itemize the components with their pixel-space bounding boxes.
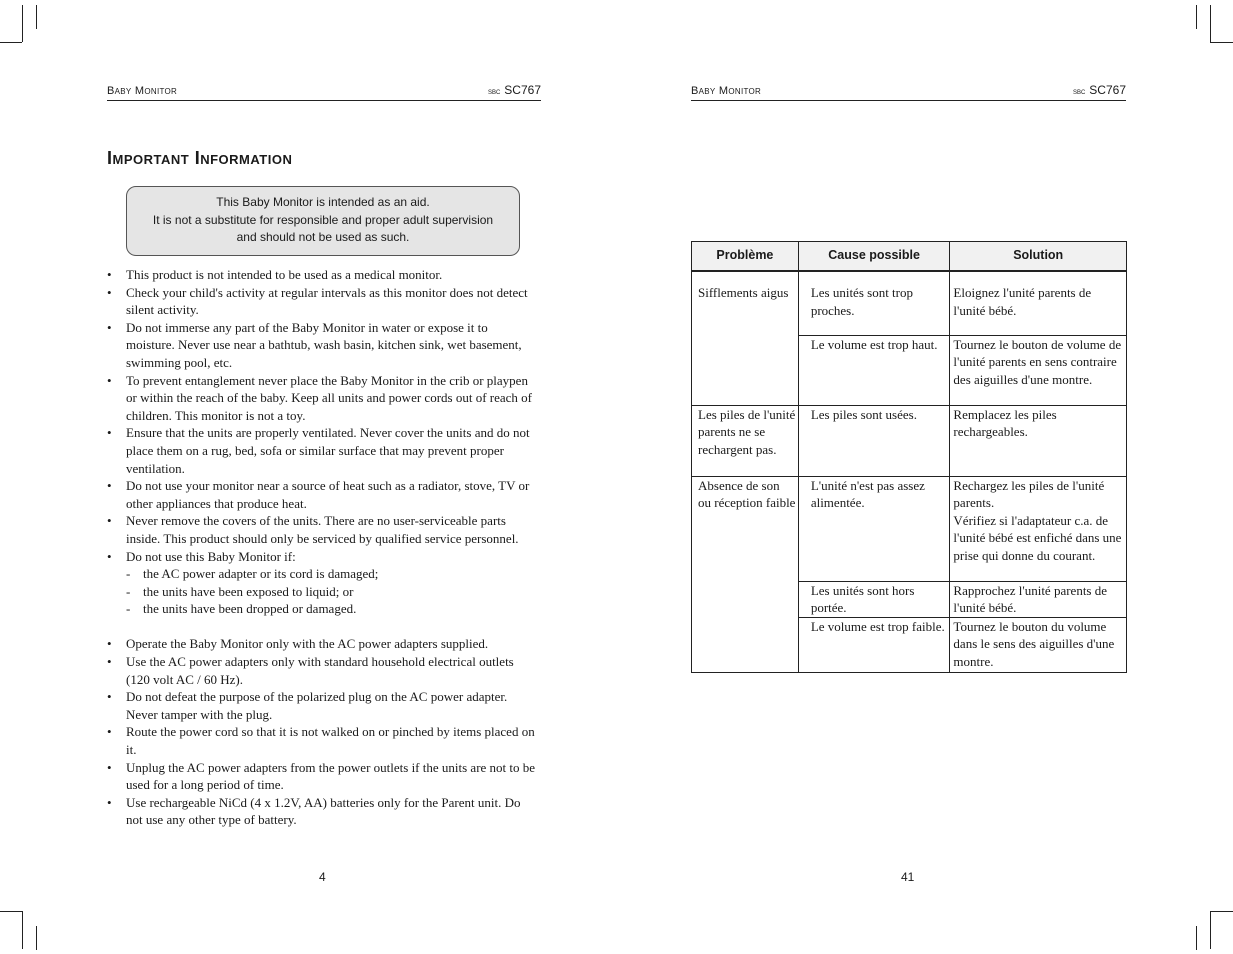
sub-list-item: - the AC power adapter or its cord is damaged; [107,565,539,583]
problem-cell: Absence de son ou réception faible [692,476,799,672]
left-running-header [107,82,541,101]
list-item: • This product is not intended to be used as a medical monitor. [107,266,539,284]
solution-cell: Rechargez les piles de l'unité parents. Vérifiez si l'adaptateur c.a. de l'unité bébé est enfiché dans une prise qui donne du courant. [950,476,1127,581]
solution-cell: Tournez le bouton de volume de l'unité parents en sens contraire des aiguilles d'une montre. [950,335,1127,405]
header-model-prefix: sbc [487,86,501,96]
solution-cell: Eloignez l'unité parents de l'unité bébé. [950,271,1127,335]
list-item: • To prevent entanglement never place the Baby Monitor in the crib or playpen or within the reach of the baby. Keep all units and power cords out of reach of children. This monitor is not a toy. [107,372,539,425]
header-title: Baby Monitor [107,85,178,97]
notice-box [126,186,520,256]
list-item: • Operate the Baby Monitor only with the AC power adapters supplied. [107,635,539,653]
table-row [692,271,1127,335]
right-page-number: 41 [901,870,915,884]
left-page-number: 4 [319,870,326,884]
list-item: • Do not use your monitor near a source of heat such as a radiator, stove, TV or other appliances that produce heat. [107,477,539,512]
solution-cell: Remplacez les piles rechargeables. [950,405,1127,476]
cause-cell: L'unité n'est pas assez alimentée. [798,476,950,581]
header-model-prefix: sbc [1072,86,1086,96]
column-header-cause: Cause possible [798,242,950,272]
list-item: • Check your child's activity at regular intervals as this monitor does not detect silent activity. [107,284,539,319]
solution-cell: Rapprochez l'unité parents de l'unité bébé. [950,581,1127,617]
list-item: • Use the AC power adapters only with standard household electrical outlets (120 volt AC / 60 Hz). [107,653,539,688]
column-header-probleme: Problème [692,242,799,272]
notice-line: This Baby Monitor is intended as an aid. [216,195,430,209]
list-item: • Use rechargeable NiCd (4 x 1.2V, AA) batteries only for the Parent unit. Do not use any other type of battery. [107,794,539,829]
header-model [488,83,541,97]
table-row [692,476,1127,581]
list-item: • Never remove the covers of the units. There are no user-serviceable parts inside. This product should only be serviced by qualified service personnel. [107,512,539,547]
cause-cell: Le volume est trop faible. [798,617,950,672]
sub-list-item: - the units have been exposed to liquid; or [107,583,539,601]
list-spacer [107,618,539,636]
list-item: • Do not defeat the purpose of the polarized plug on the AC power adapter. Never tamper with the plug. [107,688,539,723]
safety-list [107,266,539,829]
header-model [1073,83,1126,97]
troubleshooting-table [691,241,1127,673]
right-running-header [691,82,1126,101]
column-header-solution: Solution [950,242,1127,272]
notice-line: and should not be used as such. [236,230,410,244]
header-title: Baby Monitor [691,85,762,97]
sub-list-item: - the units have been dropped or damaged. [107,600,539,618]
list-item: • Ensure that the units are properly ventilated. Never cover the units and do not place them on a rug, bed, sofa or similar surface that may prevent proper ventilation. [107,424,539,477]
problem-cell: Sifflements aigus [692,271,799,405]
solution-cell: Tournez le bouton du volume dans le sens des aiguilles d'une montre. [950,617,1127,672]
cause-cell: Les unités sont trop proches. [798,271,950,335]
table-header-row [692,242,1127,272]
problem-cell: Les piles de l'unité parents ne se rechargent pas. [692,405,799,476]
list-item: • Do not use this Baby Monitor if: [107,548,539,566]
table-row [692,405,1127,476]
section-title: Important Information [107,148,293,168]
cause-cell: Le volume est trop haut. [798,335,950,405]
list-item: • Route the power cord so that it is not walked on or pinched by items placed on it. [107,723,539,758]
cause-cell: Les unités sont hors portée. [798,581,950,617]
header-model-number: SC767 [504,83,541,97]
list-item: • Do not immerse any part of the Baby Monitor in water or expose it to moisture. Never use near a bathtub, wash basin, kitchen sink, wet basement, swimming pool, etc. [107,319,539,372]
cause-cell: Les piles sont usées. [798,405,950,476]
notice-line: It is not a substitute for responsible and proper adult supervision [152,212,494,227]
list-item: • Unplug the AC power adapters from the power outlets if the units are not to be used for a long period of time. [107,759,539,794]
header-model-number: SC767 [1089,83,1126,97]
